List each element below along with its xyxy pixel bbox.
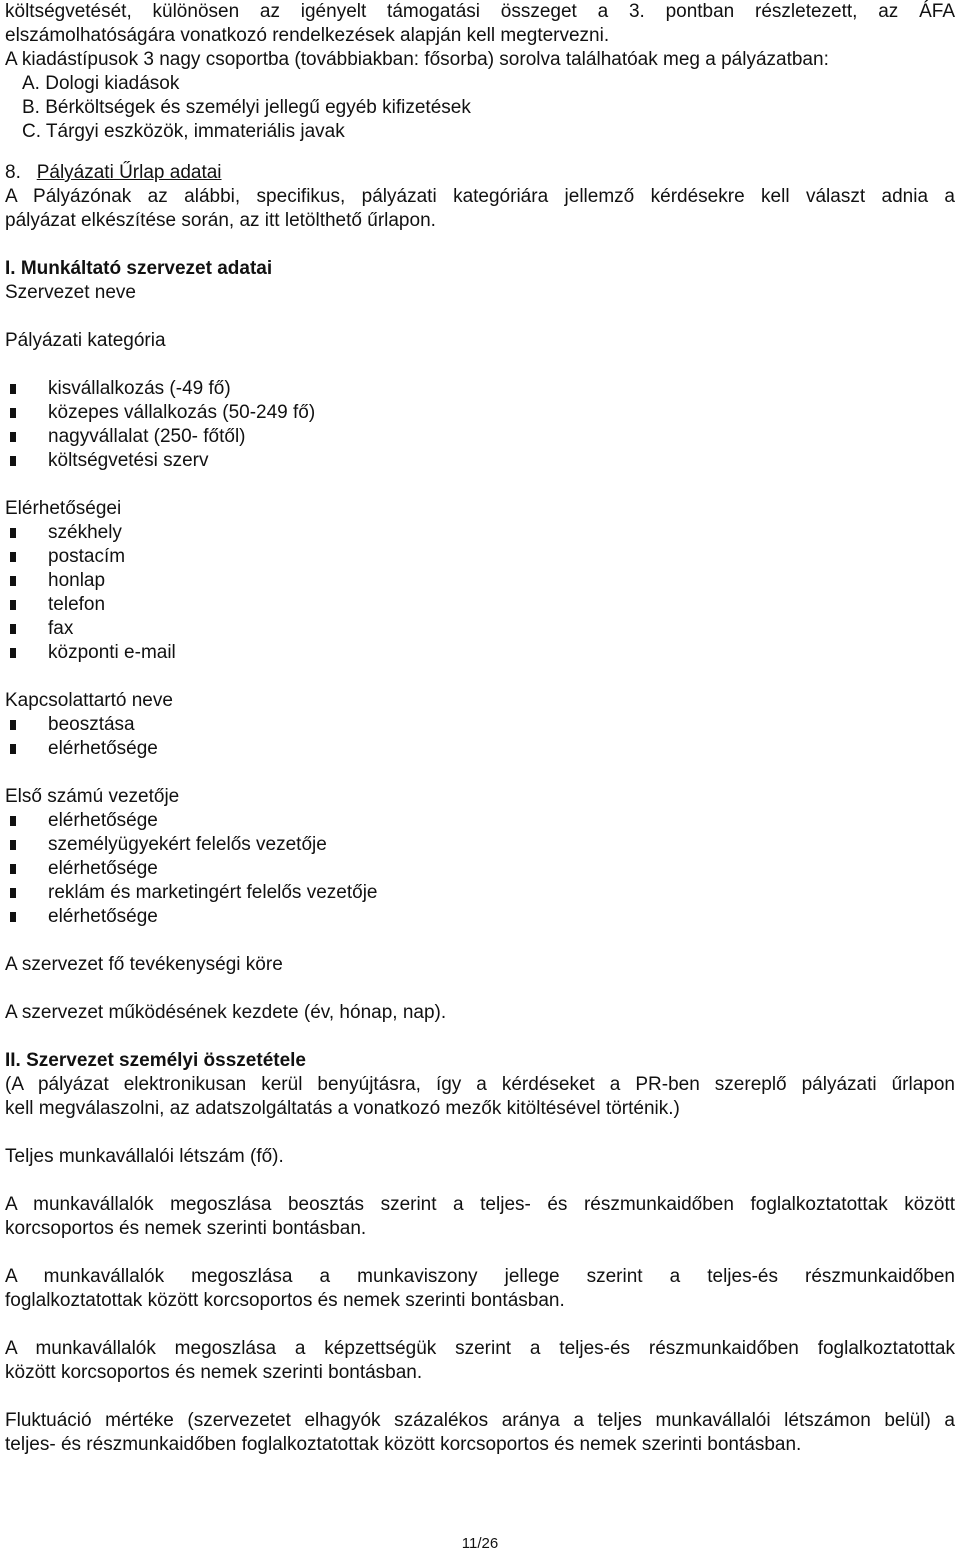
cost-group-item: A. Dologi kiadások — [22, 73, 180, 94]
document-page — [5, 0, 955, 1457]
leader-list — [5, 809, 955, 929]
list-item: nagyvállalat (250- főtől) — [5, 425, 955, 449]
list-item: elérhetősége — [5, 737, 955, 761]
contact-person-label: Kapcsolattartó neve — [5, 690, 173, 711]
list-item: kisvállalkozás (-49 fő) — [5, 377, 955, 401]
category-label: Pályázati kategória — [5, 330, 166, 351]
list-item: közepes vállalkozás (50-249 fő) — [5, 401, 955, 425]
bullet-icon — [10, 576, 16, 586]
paragraph: foglalkoztatottak között korcsoportos és nemek szerinti bontásban. — [5, 1290, 565, 1311]
list-item: elérhetősége — [5, 905, 955, 929]
activity-label: A szervezet fő tevékenységi köre — [5, 954, 283, 975]
bullet-icon — [10, 864, 16, 874]
bullet-icon — [10, 456, 16, 466]
intro-line: A kiadástípusok 3 nagy csoportba (továbbiakban: fősorba) sorolva találhatóak meg a pályázatban: — [5, 49, 829, 70]
category-list — [5, 377, 955, 473]
list-item: reklám és marketingért felelős vezetője — [5, 881, 955, 905]
leader-label: Első számú vezetője — [5, 786, 180, 807]
bullet-icon — [10, 432, 16, 442]
list-item: telefon — [5, 593, 955, 617]
list-item: postacím — [5, 545, 955, 569]
bullet-icon — [10, 840, 16, 850]
intro-line: elszámolhatóságára vonatkozó rendelkezések alapján kell megtervezni. — [5, 25, 610, 46]
list-item: elérhetősége — [5, 809, 955, 833]
bullet-icon — [10, 744, 16, 754]
part-2-note: kell megválaszolni, az adatszolgáltatás a vonatkozó mezők kitöltésével történik.) — [5, 1098, 680, 1119]
section-title: Pályázati Űrlap adatai — [36, 162, 222, 183]
list-item: központi e-mail — [5, 641, 955, 665]
paragraph: teljes- és részmunkaidőben foglalkoztatottak között korcsoportos és nemek szerinti bontásban. — [5, 1434, 802, 1455]
list-item: honlap — [5, 569, 955, 593]
list-item: beosztása — [5, 713, 955, 737]
part-2-heading: II. Szervezet személyi összetétele — [5, 1050, 306, 1071]
bullet-icon — [10, 528, 16, 538]
bullet-icon — [10, 888, 16, 898]
paragraph: között korcsoportos és nemek szerinti bontásban. — [5, 1362, 423, 1383]
contacts-label: Elérhetőségei — [5, 498, 122, 519]
bullet-icon — [10, 408, 16, 418]
headcount-label: Teljes munkavállalói létszám (fő). — [5, 1146, 284, 1167]
paragraph: A munkavállalók megoszlása a munkaviszony jellege szerint a teljes-és részmunkaidőben — [5, 1266, 955, 1287]
cost-group-item: C. Tárgyi eszközök, immateriális javak — [22, 121, 345, 142]
paragraph: Fluktuáció mértéke (szervezetet elhagyók százalékos aránya a teljes munkavállalói létszámon belül) a — [5, 1410, 955, 1431]
paragraph: A munkavállalók megoszlása beosztás szerint a teljes- és részmunkaidőben foglalkoztatottak között — [5, 1194, 955, 1215]
list-item: személyügyekért felelős vezetője — [5, 833, 955, 857]
contact-person-list — [5, 713, 955, 761]
bullet-icon — [10, 912, 16, 922]
paragraph: A munkavállalók megoszlása a képzettségük szerint a teljes-és részmunkaidőben foglalkoztatottak — [5, 1338, 955, 1359]
intro-line: költségvetését, különösen az igényelt támogatási összeget a 3. pontban részletezett, az ÁFA — [5, 1, 955, 22]
part-1-heading: I. Munkáltató szervezet adatai — [5, 258, 273, 279]
section-number: 8. — [5, 162, 21, 183]
bullet-icon — [10, 600, 16, 610]
bullet-icon — [10, 552, 16, 562]
bullet-icon — [10, 384, 16, 394]
list-item: elérhetősége — [5, 857, 955, 881]
bullet-icon — [10, 720, 16, 730]
bullet-icon — [10, 648, 16, 658]
contacts-list — [5, 521, 955, 665]
list-item: székhely — [5, 521, 955, 545]
start-date-label: A szervezet működésének kezdete (év, hónap, nap). — [5, 1002, 447, 1023]
bullet-icon — [10, 624, 16, 634]
section-8-heading — [5, 161, 955, 185]
list-item: költségvetési szerv — [5, 449, 955, 473]
paragraph: korcsoportos és nemek szerinti bontásban. — [5, 1218, 367, 1239]
cost-group-item: B. Bérköltségek és személyi jellegű egyéb kifizetések — [22, 97, 471, 118]
bullet-icon — [10, 816, 16, 826]
page-number: 11/26 — [461, 1535, 499, 1552]
section-8-text: A Pályázónak az alábbi, specifikus, pályázati kategóriára jellemző kérdésekre kell választ adnia a — [5, 186, 955, 207]
part-2-note: (A pályázat elektronikusan kerül benyújtásra, így a kérdéseket a PR-ben szereplő pályázati űrlapon — [5, 1074, 955, 1095]
list-item: fax — [5, 617, 955, 641]
org-name-label: Szervezet neve — [5, 282, 136, 303]
section-8-text: pályázat elkészítése során, az itt letölthető űrlapon. — [5, 210, 436, 231]
